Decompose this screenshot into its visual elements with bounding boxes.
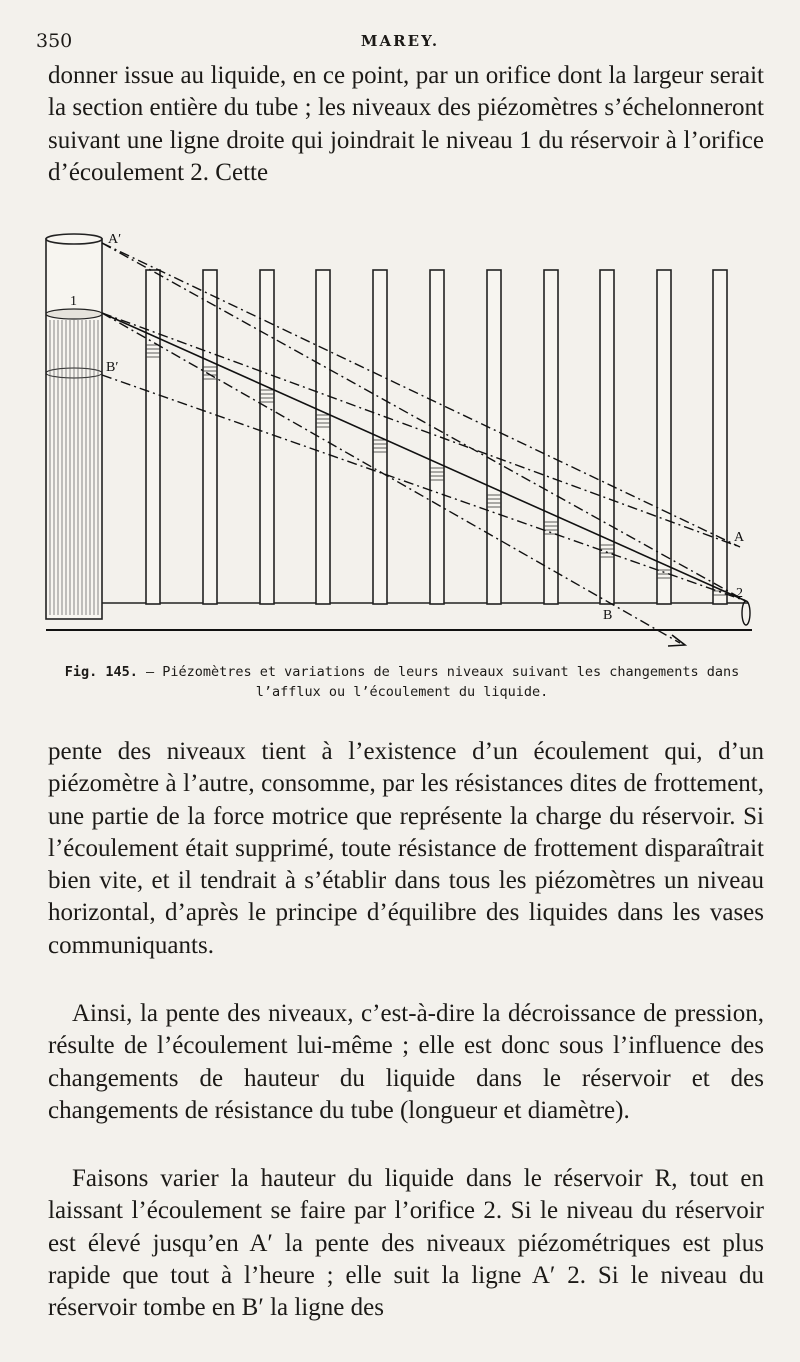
slope-line-1-a [102,313,740,547]
running-head: MAREY. [360,32,440,50]
figure-caption-text: — Piézomètres et variations de leurs niveaux suivant les changements dans l’afflux ou l’écoulement du liquide. [145,664,740,700]
page-header [36,30,764,56]
piezometer-diagram [40,225,760,665]
slope-line-a-prime-a [102,243,740,547]
figure-caption [40,662,764,702]
label-b: B [603,608,613,623]
slope-line-b-prime-2 [102,375,746,601]
slope-line-1-2 [102,313,746,601]
paragraph-3: Ainsi, la pente des niveaux, c’est-à-dire la décroissance de pression, résulte de l’écoulement lui-même ; elle est donc sous l’influence des changements de hauteur du liquide dans le réservoir et des changements de résistance du tube (longueur et diamètre). [48,1000,764,1124]
label-a: A [734,530,745,545]
label-1: 1 [70,294,77,309]
label-b-prime: B′ [106,360,119,375]
paragraph-4: Faisons varier la hauteur du liquide dans le réservoir R, tout en laissant l’écoulement se faire par l’orifice 2. Si le niveau du réservoir est élevé jusqu’en A′ la pente des niveaux piézométriques est plus rapide que tout à l’heure ; elle suit la ligne A′ 2. Si le niveau du réservoir tombe en B′ la ligne des [48,1165,764,1322]
outlet-orifice [742,601,750,625]
page-number: 350 [36,30,73,52]
paragraph-1: donner issue au liquide, en ce point, par un orifice dont la largeur serait la section entière du tube ; les niveaux des piézomètres s’échelonneront suivant une ligne droite qui joindrait le niveau 1 du réservoir à l’orifice d’écoulement 2. Cette [48,62,764,186]
label-2: 2 [736,586,743,601]
slope-line-a-prime-2 [102,243,746,601]
reservoir [46,234,102,619]
slope-line-1-b [102,313,680,643]
figure-label: Fig. 145. [64,664,138,680]
figure-145 [40,225,760,665]
paragraph-2: pente des niveaux tient à l’existence d’un écoulement qui, d’un piézomètre à l’autre, consomme, par les résistances dites de frottement, une partie de la force motrice que représente la charge du réservoir. Si l’écoulement était supprimé, toute résistance de frottement disparaîtrait bien vite, et il tendrait à s’établir dans tous les piézomètres un niveau horizontal, d’après le principe d’équilibre des liquides dans les vases communiquants. [48,738,764,959]
label-a-prime: A′ [108,232,122,247]
